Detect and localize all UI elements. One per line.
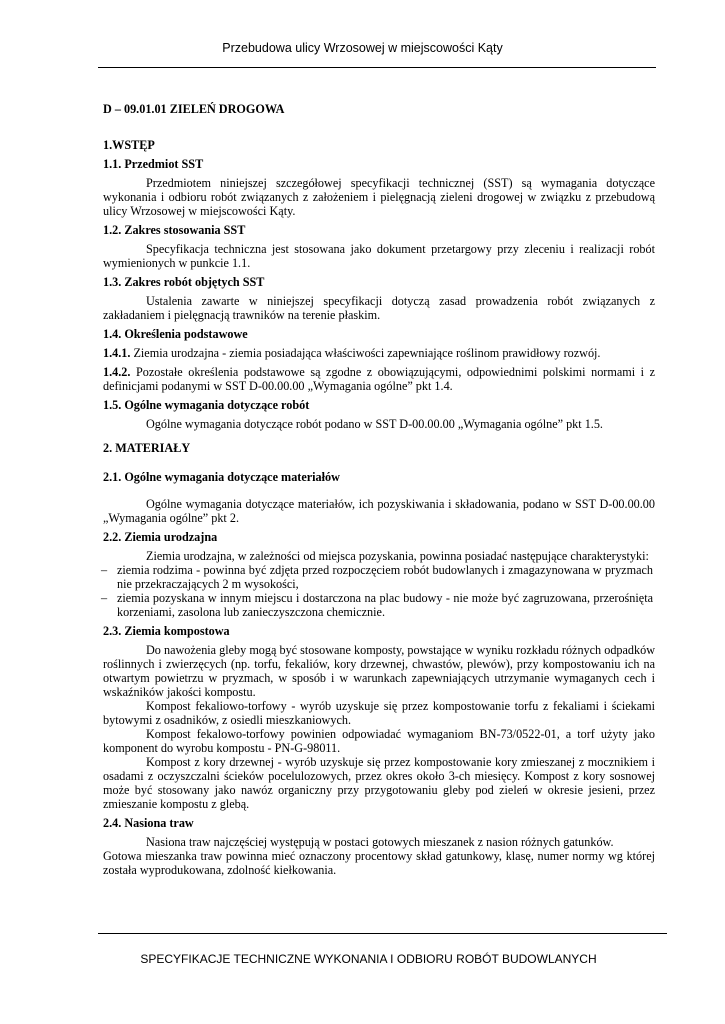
definition-text: Ziemia urodzajna - ziemia posiadająca właściwości zapewniające roślinom prawidłowy rozwój. <box>130 346 601 360</box>
document-body <box>103 97 655 877</box>
list-item <box>101 591 653 619</box>
subsection-heading-2-3: 2.3. Ziemia kompostowa <box>103 624 230 638</box>
section-heading-1: 1.WSTĘP <box>103 138 155 152</box>
subsection-heading-1-4: 1.4. Określenia podstawowe <box>103 327 248 341</box>
footer-divider <box>98 933 667 934</box>
page-header: Przebudowa ulicy Wrzosowej w miejscowości Kąty <box>222 41 503 55</box>
list-item-text: ziemia rodzima - powinna być zdjęta przed rozpoczęciem robót budowlanych i zmagazynowana w pryzmach nie przekraczających 2 m wysokości, <box>117 563 653 591</box>
paragraph-2-4-1: Nasiona traw najczęściej występują w postaci gotowych mieszanek z nasion różnych gatunków. <box>146 835 614 849</box>
paragraph-2-4-2: Gotowa mieszanka traw powinna mieć oznaczony procentowy skład gatunkowy, klasę, numer normy wg której została wyprodukowana, zdolność kiełkowania. <box>103 849 655 877</box>
paragraph-2-1: Ogólne wymagania dotyczące materiałów, ich pozyskiwania i składowania, podano w SST D-00.00.00 „Wymagania ogólne” pkt 2. <box>103 497 655 525</box>
subsection-heading-1-1: 1.1. Przedmiot SST <box>103 157 204 171</box>
subsection-heading-1-2: 1.2. Zakres stosowania SST <box>103 223 246 237</box>
subsection-heading-2-4: 2.4. Nasiona traw <box>103 816 194 830</box>
subsection-heading-1-5: 1.5. Ogólne wymagania dotyczące robót <box>103 398 310 412</box>
section-heading-2: 2. MATERIAŁY <box>103 441 191 455</box>
subsection-heading-2-1: 2.1. Ogólne wymagania dotyczące materiałów <box>103 470 340 484</box>
page-footer: SPECYFIKACJE TECHNICZNE WYKONANIA I ODBIORU ROBÓT BUDOWLANYCH <box>140 952 597 966</box>
paragraph-2-3-4: Kompost z kory drzewnej - wyrób uzyskuje się przez kompostowanie kory zmieszanej z mocznikiem i osadami z oczyszczalni ścieków pocelulozowych, przez okres około 3-ch miesięcy. Kompost z kory sosnowej może być stosowany jako nawóz organiczny przy przygotowaniu gleby pod zieleń w okresie jesieni, przez zmieszanie kompostu z glebą. <box>103 755 655 811</box>
definition-text: Pozostałe określenia podstawowe są zgodne z obowiązującymi, odpowiednimi polskimi normami i z definicjami podanymi w SST D-00.00.00 „Wymagania ogólne” pkt 1.4. <box>103 365 655 393</box>
paragraph-1-1: Przedmiotem niniejszej szczegółowej specyfikacji technicznej (SST) są wymagania dotyczące wykonania i odbioru robót związanych z założeniem i pielęgnacją zieleni drogowej w związku z przebudową ulicy Wrzosowej w miejscowości Kąty. <box>103 176 655 218</box>
dash-bullet: – <box>101 563 108 577</box>
dash-bullet: – <box>101 591 108 605</box>
list-item-text: ziemia pozyskana w innym miejscu i dostarczona na plac budowy - nie może być zagruzowana, przerośnięta korzeniami, zasolona lub zanieczyszczona chemicznie. <box>117 591 653 619</box>
document-title: D – 09.01.01 ZIELEŃ DROGOWA <box>103 102 285 116</box>
paragraph-2-3-3: Kompost fekalowo-torfowy powinien odpowiadać wymaganiom BN-73/0522-01, a torf użyty jako komponent do wyrobu kompostu - PN-G-98011. <box>103 727 655 755</box>
paragraph-2-3-2: Kompost fekaliowo-torfowy - wyrób uzyskuje się przez kompostowanie torfu z fekaliami i ściekami bytowymi z osadników, z osiedli mieszkaniowych. <box>103 699 655 727</box>
paragraph-1-2: Specyfikacja techniczna jest stosowana jako dokument przetargowy przy zleceniu i realizacji robót wymienionych w punkcie 1.1. <box>103 242 655 270</box>
subsection-heading-2-2: 2.2. Ziemia urodzajna <box>103 530 218 544</box>
paragraph-1-3: Ustalenia zawarte w niniejszej specyfikacji dotyczą zasad prowadzenia robót związanych z zakładaniem i pielęgnacją trawników na terenie płaskim. <box>103 294 655 322</box>
subsection-heading-1-3: 1.3. Zakres robót objętych SST <box>103 275 265 289</box>
definition-1-4-2 <box>103 365 655 393</box>
list-item <box>101 563 653 591</box>
paragraph-2-2-intro: Ziemia urodzajna, w zależności od miejsca pozyskania, powinna posiadać następujące charakterystyki: <box>146 549 649 563</box>
header-divider <box>98 67 656 68</box>
paragraph-2-3-1: Do nawożenia gleby mogą być stosowane komposty, powstające w wyniku rozkładu różnych odpadków roślinnych i zwierzęcych (np. torfu, fekaliów, kory drzewnej, chwastów, plewów), przy kompostowaniu ich na otwartym powietrzu w pryzmach, w sposób i w warunkach zapewniających utrzymanie wymaganych cech i wskaźników jakości kompostu. <box>103 643 655 699</box>
definition-number: 1.4.2. <box>103 365 131 379</box>
definition-1-4-1 <box>103 346 655 360</box>
paragraph-1-5: Ogólne wymagania dotyczące robót podano w SST D-00.00.00 „Wymagania ogólne” pkt 1.5. <box>146 417 603 431</box>
definition-number: 1.4.1. <box>103 346 131 360</box>
